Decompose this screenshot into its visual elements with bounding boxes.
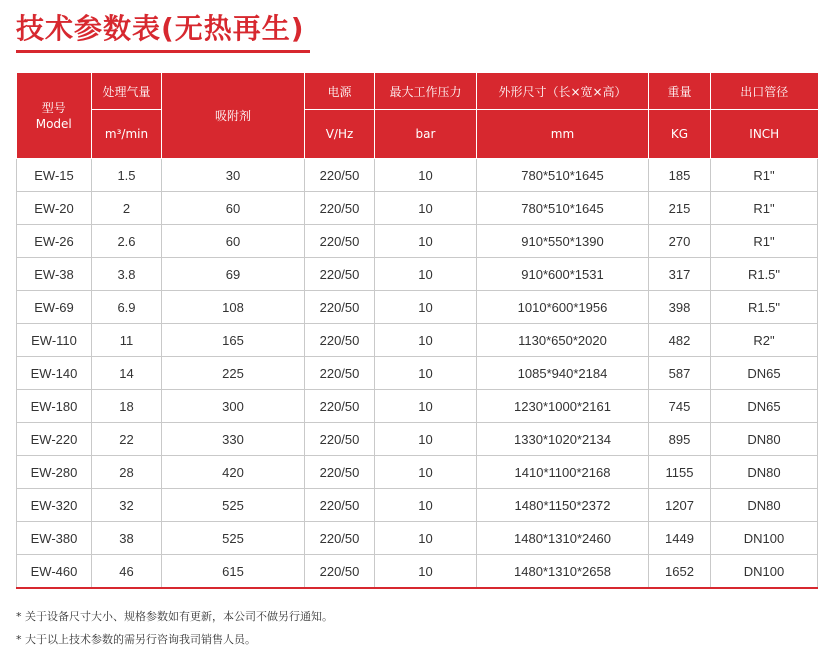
cell-power: 220/50 (305, 489, 375, 522)
cell-outlet: R1.5" (711, 258, 818, 291)
cell-pressure: 10 (375, 291, 477, 324)
table-row (17, 225, 818, 258)
table-body (17, 159, 818, 589)
cell-weight: 745 (649, 390, 711, 423)
cell-capacity: 32 (92, 489, 162, 522)
cell-capacity: 28 (92, 456, 162, 489)
cell-model: EW-380 (17, 522, 92, 555)
header-dimensions: 外形尺寸（长×宽×高） (477, 73, 649, 110)
cell-pressure: 10 (375, 225, 477, 258)
cell-weight: 1449 (649, 522, 711, 555)
cell-dimensions: 910*600*1531 (477, 258, 649, 291)
table-row (17, 192, 818, 225)
title-underline (16, 50, 310, 53)
cell-pressure: 10 (375, 390, 477, 423)
header-model-cn: 型号 (41, 100, 66, 115)
cell-dimensions: 1480*1310*2460 (477, 522, 649, 555)
cell-pressure: 10 (375, 159, 477, 192)
cell-dimensions: 780*510*1645 (477, 159, 649, 192)
cell-outlet: R1.5" (711, 291, 818, 324)
cell-model: EW-140 (17, 357, 92, 390)
cell-capacity: 22 (92, 423, 162, 456)
cell-power: 220/50 (305, 423, 375, 456)
cell-model: EW-180 (17, 390, 92, 423)
cell-capacity: 46 (92, 555, 162, 589)
cell-outlet: DN100 (711, 555, 818, 589)
footnotes (16, 609, 333, 655)
header-adsorbent: 吸附剂 (162, 73, 305, 159)
cell-adsorbent: 330 (162, 423, 305, 456)
table-header (17, 73, 818, 159)
cell-power: 220/50 (305, 258, 375, 291)
cell-weight: 1652 (649, 555, 711, 589)
cell-weight: 587 (649, 357, 711, 390)
cell-capacity: 11 (92, 324, 162, 357)
cell-pressure: 10 (375, 192, 477, 225)
cell-model: EW-220 (17, 423, 92, 456)
table-row (17, 555, 818, 589)
table-row (17, 489, 818, 522)
header-model-en: Model (35, 116, 72, 131)
cell-pressure: 10 (375, 489, 477, 522)
cell-pressure: 10 (375, 555, 477, 589)
cell-power: 220/50 (305, 357, 375, 390)
header-model (17, 73, 92, 159)
cell-weight: 482 (649, 324, 711, 357)
header-weight: 重量 (649, 73, 711, 110)
table-row (17, 159, 818, 192)
cell-outlet: DN65 (711, 357, 818, 390)
cell-weight: 215 (649, 192, 711, 225)
cell-outlet: DN65 (711, 390, 818, 423)
cell-pressure: 10 (375, 258, 477, 291)
cell-model: EW-38 (17, 258, 92, 291)
cell-capacity: 2.6 (92, 225, 162, 258)
cell-dimensions: 1480*1150*2372 (477, 489, 649, 522)
cell-model: EW-20 (17, 192, 92, 225)
header-pressure-unit: bar (375, 110, 477, 159)
cell-dimensions: 1130*650*2020 (477, 324, 649, 357)
cell-weight: 317 (649, 258, 711, 291)
header-weight-unit: KG (649, 110, 711, 159)
cell-outlet: DN100 (711, 522, 818, 555)
cell-dimensions: 1085*940*2184 (477, 357, 649, 390)
cell-model: EW-15 (17, 159, 92, 192)
footnote: * 关于设备尺寸大小、规格参数如有更新，本公司不做另行通知。 (16, 610, 333, 623)
cell-power: 220/50 (305, 324, 375, 357)
cell-power: 220/50 (305, 390, 375, 423)
cell-adsorbent: 60 (162, 192, 305, 225)
cell-power: 220/50 (305, 555, 375, 589)
cell-model: EW-110 (17, 324, 92, 357)
cell-adsorbent: 69 (162, 258, 305, 291)
cell-outlet: R2" (711, 324, 818, 357)
cell-dimensions: 1410*1100*2168 (477, 456, 649, 489)
cell-dimensions: 780*510*1645 (477, 192, 649, 225)
table-row (17, 291, 818, 324)
cell-dimensions: 1230*1000*2161 (477, 390, 649, 423)
table-row (17, 423, 818, 456)
table-row (17, 522, 818, 555)
cell-capacity: 1.5 (92, 159, 162, 192)
cell-outlet: DN80 (711, 423, 818, 456)
table-row (17, 258, 818, 291)
cell-adsorbent: 525 (162, 489, 305, 522)
cell-pressure: 10 (375, 456, 477, 489)
cell-capacity: 3.8 (92, 258, 162, 291)
cell-model: EW-280 (17, 456, 92, 489)
cell-outlet: R1" (711, 159, 818, 192)
cell-model: EW-69 (17, 291, 92, 324)
cell-power: 220/50 (305, 291, 375, 324)
cell-dimensions: 1330*1020*2134 (477, 423, 649, 456)
cell-pressure: 10 (375, 423, 477, 456)
header-dimensions-unit: mm (477, 110, 649, 159)
cell-adsorbent: 165 (162, 324, 305, 357)
cell-outlet: DN80 (711, 456, 818, 489)
footnote: * 大于以上技术参数的需另行咨询我司销售人员。 (16, 633, 256, 646)
cell-outlet: DN80 (711, 489, 818, 522)
cell-power: 220/50 (305, 192, 375, 225)
spec-table (16, 73, 818, 589)
cell-weight: 398 (649, 291, 711, 324)
cell-outlet: R1" (711, 192, 818, 225)
cell-pressure: 10 (375, 522, 477, 555)
cell-dimensions: 910*550*1390 (477, 225, 649, 258)
cell-adsorbent: 30 (162, 159, 305, 192)
cell-adsorbent: 420 (162, 456, 305, 489)
cell-weight: 1207 (649, 489, 711, 522)
table-row (17, 324, 818, 357)
cell-capacity: 2 (92, 192, 162, 225)
cell-capacity: 6.9 (92, 291, 162, 324)
cell-model: EW-460 (17, 555, 92, 589)
table-row (17, 390, 818, 423)
cell-model: EW-26 (17, 225, 92, 258)
cell-capacity: 38 (92, 522, 162, 555)
cell-weight: 895 (649, 423, 711, 456)
header-power: 电源 (305, 73, 375, 110)
cell-capacity: 18 (92, 390, 162, 423)
header-capacity-unit: m³/min (92, 110, 162, 159)
cell-weight: 185 (649, 159, 711, 192)
cell-adsorbent: 525 (162, 522, 305, 555)
cell-model: EW-320 (17, 489, 92, 522)
cell-adsorbent: 300 (162, 390, 305, 423)
cell-adsorbent: 615 (162, 555, 305, 589)
cell-adsorbent: 225 (162, 357, 305, 390)
header-outlet-unit: INCH (711, 110, 818, 159)
cell-capacity: 14 (92, 357, 162, 390)
cell-power: 220/50 (305, 159, 375, 192)
cell-pressure: 10 (375, 357, 477, 390)
cell-power: 220/50 (305, 522, 375, 555)
cell-weight: 1155 (649, 456, 711, 489)
cell-adsorbent: 60 (162, 225, 305, 258)
cell-pressure: 10 (375, 324, 477, 357)
table-row (17, 357, 818, 390)
cell-dimensions: 1010*600*1956 (477, 291, 649, 324)
page-title: 技术参数表(无热再生) (16, 12, 305, 45)
cell-adsorbent: 108 (162, 291, 305, 324)
cell-dimensions: 1480*1310*2658 (477, 555, 649, 589)
table-row (17, 456, 818, 489)
cell-power: 220/50 (305, 225, 375, 258)
cell-power: 220/50 (305, 456, 375, 489)
header-outlet: 出口管径 (711, 73, 818, 110)
cell-weight: 270 (649, 225, 711, 258)
header-capacity: 处理气量 (92, 73, 162, 110)
cell-outlet: R1" (711, 225, 818, 258)
header-power-unit: V/Hz (305, 110, 375, 159)
header-pressure: 最大工作压力 (375, 73, 477, 110)
